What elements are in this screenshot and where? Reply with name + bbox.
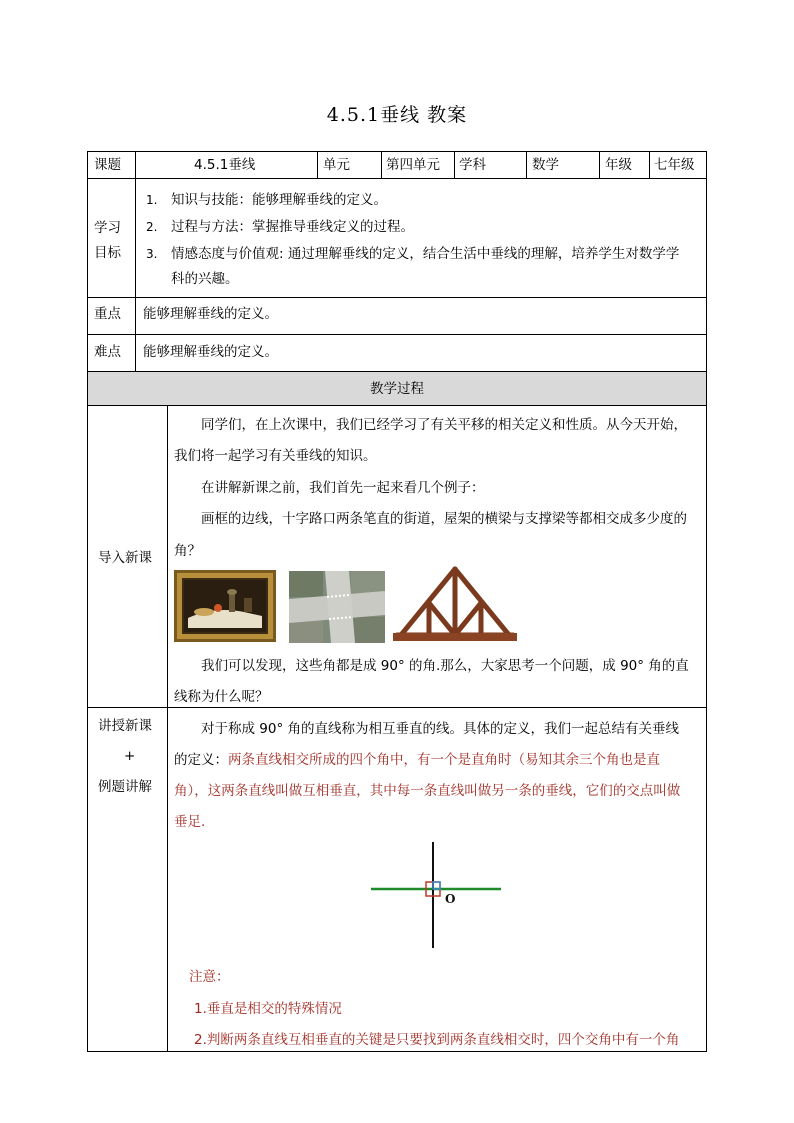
- difficulty-label: 难点: [94, 344, 121, 360]
- lesson-p1-line3: 角），这两条直线叫做互相垂直，其中每一条直线叫做另一条的垂线，它们的交点叫做: [174, 783, 681, 799]
- definition-intro: 的定义：: [174, 752, 228, 768]
- lesson-label-2: +: [124, 748, 136, 764]
- goal-num-2: 2.: [146, 220, 158, 234]
- key-point-label: 重点: [94, 306, 121, 322]
- lesson-p1-line4: 垂足.: [174, 814, 206, 830]
- goals-label-1: 学习: [94, 220, 121, 236]
- lesson-label-1: 讲授新课: [98, 718, 152, 734]
- intro-p1-line2: 我们将一起学习有关垂线的知识。: [174, 448, 377, 464]
- key-point-text: 能够理解垂线的定义。: [143, 306, 278, 322]
- intro-p1-line1: 同学们，在上次课中，我们已经学习了有关平移的相关定义和性质。从今天开始，: [201, 417, 687, 433]
- grade-value: 七年级: [654, 157, 695, 173]
- goals-label-2: 目标: [94, 245, 121, 261]
- intro-p3-line1: 画框的边线，十字路口两条笔直的街道，屋架的横梁与支撑梁等都相交成多少度的: [201, 511, 687, 527]
- subject-label: 学科: [459, 157, 486, 173]
- lesson-p1-line2: [174, 748, 660, 768]
- process-header: 教学过程: [370, 381, 424, 397]
- goal-num-1: 1.: [146, 193, 158, 207]
- lesson-label-3: 例题讲解: [98, 779, 152, 795]
- intro-p4-line2: 线称为什么呢？: [174, 689, 269, 705]
- page-title: 4.5.1垂线 教案: [326, 104, 468, 126]
- grade-label: 年级: [605, 157, 632, 173]
- goal-text-3: 情感态度与价值观: 通过理解垂线的定义，结合生活中垂线的理解，培养学生对数学学: [171, 246, 680, 262]
- difficulty-text: 能够理解垂线的定义。: [143, 344, 278, 360]
- goal-num-3: 3.: [146, 247, 158, 261]
- intro-p2: 在讲解新课之前，我们首先一起来看几个例子：: [201, 480, 485, 496]
- topic-label: 课题: [94, 157, 121, 173]
- goal-text-1: 知识与技能：能够理解垂线的定义。: [171, 192, 387, 208]
- intro-p3-line2: 角？: [174, 543, 201, 559]
- intro-label: 导入新课: [98, 550, 152, 566]
- picture-frame-image: [174, 570, 276, 642]
- note-1: 1.垂直是相交的特殊情况: [194, 1001, 342, 1017]
- note-2: 2.判断两条直线互相垂直的关键是只要找到两条直线相交时，四个交角中有一个角: [194, 1032, 680, 1048]
- unit-value: 第四单元: [386, 157, 440, 173]
- goal-text-2: 过程与方法：掌握推导垂线定义的过程。: [171, 219, 414, 235]
- intro-p4-line1: 我们可以发现，这些角都是成 90° 的角.那么，大家思考一个问题，成 90° 角的直: [201, 658, 689, 674]
- definition-text: 两条直线相交所成的四个角中，有一个是直角时（易知其余三个角也是直: [228, 752, 660, 768]
- unit-label: 单元: [323, 157, 350, 173]
- topic-value: 4.5.1垂线: [194, 157, 256, 173]
- intersection-image: [289, 571, 385, 643]
- subject-value: 数学: [532, 157, 559, 173]
- point-o-label: O: [445, 892, 456, 906]
- roof-truss-image: [393, 563, 517, 643]
- lesson-p1-line1: 对于称成 90° 角的直线称为相互垂直的线。具体的定义，我们一起总结有关垂线: [201, 721, 680, 737]
- note-title: 注意：: [189, 969, 230, 985]
- perpendicular-diagram: [365, 838, 505, 950]
- goal-text-3-cont: 科的兴趣。: [171, 271, 239, 287]
